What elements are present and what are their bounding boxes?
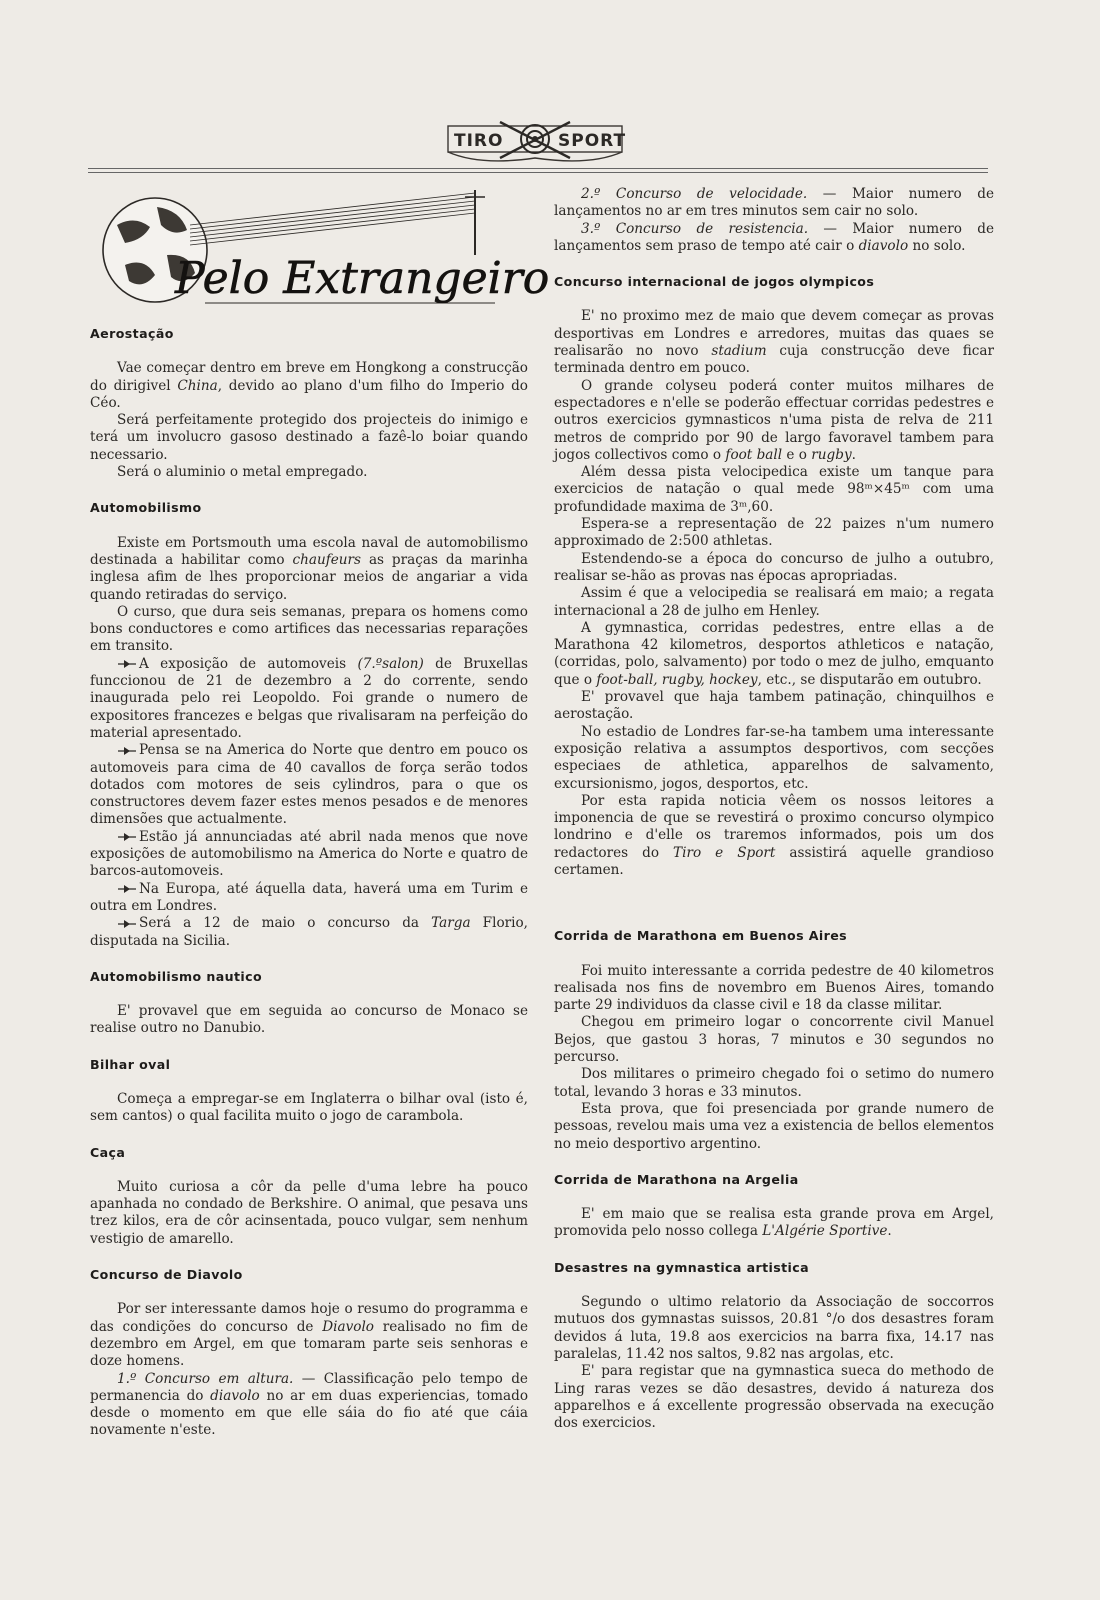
section-title: Bilhar oval: [90, 1056, 171, 1072]
arrow-bullet-icon: [117, 885, 137, 893]
paragraph: A exposição de automoveis (7.ºsalon) de Bruxellas funccionou de 21 de dezembro a 2 do corrente, sendo inaugurada pelo rei Leopoldo. Foi grande o numero de expositores francezes e belgas que rivalisaram na perfeição do material apresentado.: [90, 655, 528, 741]
section-jogos-olympicos: [554, 273, 994, 879]
svg-text:TIRO: TIRO: [454, 131, 504, 151]
arrow-bullet-icon: [117, 747, 137, 755]
paragraph: Existe em Portsmouth uma escola naval de automobilismo destinada a habilitar como chaufeurs as praças da marinha inglesa afim de lhes proporcionar meios de angariar a vida quando retiradas do serviço.: [90, 534, 528, 603]
paragraph: Dos militares o primeiro chegado foi o setimo do numero total, levando 3 horas e 33 minutos.: [554, 1066, 994, 1100]
section-title: Caça: [90, 1144, 126, 1160]
paragraph: Foi muito interessante a corrida pedestre de 40 kilometros realisada nos fins de novembro em Buenos Aires, tomando parte 29 individuos da classe civil e 18 da classe militar.: [554, 962, 994, 1014]
section-title: Corrida de Marathona na Argelia: [554, 1171, 799, 1187]
paragraph: Na Europa, até áquella data, haverá uma em Turim e outra em Londres.: [90, 880, 528, 914]
paragraph: 1.º Concurso em altura. — Classificação pelo tempo de permanencia do diavolo no ar em duas experiencias, tomado desde o momento em que elle sáia do fio até que cáia novamente n'este.: [90, 1370, 529, 1439]
paragraph: A gymnastica, corridas pedestres, entre ellas a de Marathona 42 kilometros, desportos athleticos e natação, (corridas, polo, salvamento) por todo o mez de julho, emquanto que o foot-ball, rugby, hockey, etc., se disputarão em outubro.: [554, 619, 994, 688]
header-rule: [88, 168, 988, 173]
arrow-bullet-icon: [117, 833, 137, 841]
svg-text:Pelo Extrangeiro: Pelo Extrangeiro: [175, 253, 550, 304]
paragraph: Pensa se na America do Norte que dentro em pouco os automoveis para cima de 40 cavallos de força serão todos dotados com motores de seis cylindros, para o que os constructores devem fazer estes menos pesados e de menores dimensões que actualmente.: [90, 742, 528, 828]
paragraph: Por ser interessante damos hoje o resumo do programma e das condições do concurso de Diavolo realisado no fim de dezembro em Argel, em que tomaram parte seis senhoras e doze homens.: [90, 1301, 528, 1370]
paragraph: E' provavel que haja tambem patinação, chinquilhos e aerostação.: [554, 689, 994, 723]
section-title: Concurso de Diavolo: [90, 1267, 243, 1283]
section-automobilismo-nautico: [90, 968, 528, 1038]
paragraph: Estendendo-se a época do concurso de julho a outubro, realisar se-hão as provas nas épocas apropriadas.: [554, 550, 994, 584]
paragraph: E' em maio que se realisa esta grande prova em Argel, promovida pelo nosso collega L'Algérie Sportive.: [554, 1206, 994, 1240]
section-caca: [90, 1144, 528, 1248]
paragraph: O curso, que dura seis semanas, prepara os homens como bons conductores e como artifices das necessarias reparações em transito.: [90, 603, 528, 655]
svg-text:SPORT: SPORT: [558, 131, 627, 151]
section-automobilismo: [90, 499, 528, 949]
paragraph: 3.º Concurso de resistencia. — Maior numero de lançamentos sem praso de tempo até cair o diavolo no solo.: [554, 220, 994, 254]
paragraph: E' no proximo mez de maio que devem começar as provas desportivas em Londres e arredores, muitas das quaes se realisarão no novo stadium cuja construcção deve ficar terminada dentro em pouco.: [554, 308, 994, 377]
paragraph: Vae começar dentro em breve em Hongkong a construcção do dirigivel China, devido ao plano d'um filho do Imperio do Céo.: [90, 360, 528, 411]
paragraph: Será a 12 de maio o concurso da Targa Florio, disputada na Sicilia.: [90, 915, 528, 949]
paragraph: Por esta rapida noticia vêem os nossos leitores a imponencia de que se revestirá o proximo concurso olympico londrino e d'elle os traremos informados, pois um dos redactores do Tiro e Sport assistirá aquelle grandioso certamen.: [554, 792, 994, 878]
paragraph: Muito curiosa a côr da pelle d'uma lebre ha pouco apanhada no condado de Berkshire. O animal, que pesava uns trez kilos, era de côr acinsentada, pouco vulgar, sem nenhum vestigio de amarello.: [90, 1178, 528, 1247]
section-diavolo-continued: [554, 186, 994, 255]
paragraph: Será perfeitamente protegido dos projecteis do inimigo e terá um involucro gasoso destinado a fazê-lo boiar quando necessario.: [90, 412, 528, 463]
paragraph: Além dessa pista velocipedica existe um tanque para exercicios de natação o qual mede 98ᵐ×45ᵐ com uma profundidade maxima de 3ᵐ,60.: [554, 464, 994, 515]
title-illustration: [95, 185, 550, 315]
section-aerostacao: [90, 325, 528, 481]
section-title: Concurso internacional de jogos olympicos: [554, 274, 875, 290]
paragraph: O grande colyseu poderá conter muitos milhares de espectadores e n'elle se poderão effectuar corridas pedestres e outros exercicios gymnasticos n'uma pista de relva de 211 metros de comprido por 90 de largo favoravel tambem para jogos collectivos como o foot ball e o rugby.: [554, 377, 994, 463]
paragraph: Estão já annunciadas até abril nada menos que nove exposições de automobilismo na America do Norte e quatro de barcos-automoveis.: [90, 828, 528, 880]
section-title: Automobilismo nautico: [90, 968, 263, 984]
paragraph: Será o aluminio o metal empregado.: [117, 464, 368, 481]
section-title: Desastres na gymnastica artistica: [554, 1259, 810, 1275]
paragraph: Começa a empregar-se em Inglaterra o bilhar oval (isto é, sem cantos) o qual facilita muito o jogo de carambola.: [90, 1090, 528, 1125]
paragraph: 2.º Concurso de velocidade. — Maior numero de lançamentos no ar em tres minutos sem cair no solo.: [554, 186, 995, 220]
section-title: Automobilismo: [90, 500, 202, 516]
right-column: [554, 186, 994, 1450]
section-desastres-gymnastica: [554, 1259, 994, 1433]
paragraph: E' para registar que na gymnastica sueca do methodo de Ling raras vezes se dão desastres, devido á natureza dos apparelhos e á excellente progressão observada na execução dos exercicios.: [554, 1363, 994, 1432]
section-marathona-argelia: [554, 1171, 994, 1241]
paragraph: Esta prova, que foi presenciada por grande numero de pessoas, revelou mais uma vez a existencia de bellos elementos no meio desportivo argentino.: [554, 1100, 994, 1152]
section-marathona-buenos-aires: [554, 927, 994, 1153]
left-column: [90, 325, 528, 1458]
arrow-bullet-icon: [117, 660, 137, 668]
paragraph: Chegou em primeiro logar o concorrente civil Manuel Bejos, que gastou 3 horas, 7 minutos e 30 segundos no percurso.: [554, 1014, 994, 1066]
paragraph: Segundo o ultimo relatorio da Associação de soccorros mutuos dos gymnastas suissos, 20.81 °/o dos desastres foram devidos á luta, 19.8 aos exercicios na barra fixa, 14.17 nas paralelas, 11.42 nos saltos, 9.82 nas argolas, etc.: [554, 1294, 994, 1362]
section-bilhar-oval: [90, 1056, 528, 1126]
section-title: Corrida de Marathona em Buenos Aires: [554, 928, 848, 944]
paragraph: E' provavel que em seguida ao concurso de Monaco se realise outro no Danubio.: [90, 1003, 528, 1037]
masthead-logo: [440, 116, 630, 168]
paragraph: Assim é que a velocipedia se realisará em maio; a regata internacional a 28 de julho em Henley.: [554, 585, 994, 619]
arrow-bullet-icon: [117, 920, 137, 928]
paragraph: Espera-se a representação de 22 paizes n'um numero approximado de 2:500 athletas.: [554, 516, 994, 550]
section-title: Aerostação: [90, 326, 174, 341]
paragraph: No estadio de Londres far-se-ha tambem uma interessante exposição relativa a assumptos desportivos, com secções especiaes de athletica, apparelhos de salvamento, excursionismo, jogos, desportos, etc.: [554, 723, 994, 792]
section-diavolo: [90, 1266, 528, 1440]
